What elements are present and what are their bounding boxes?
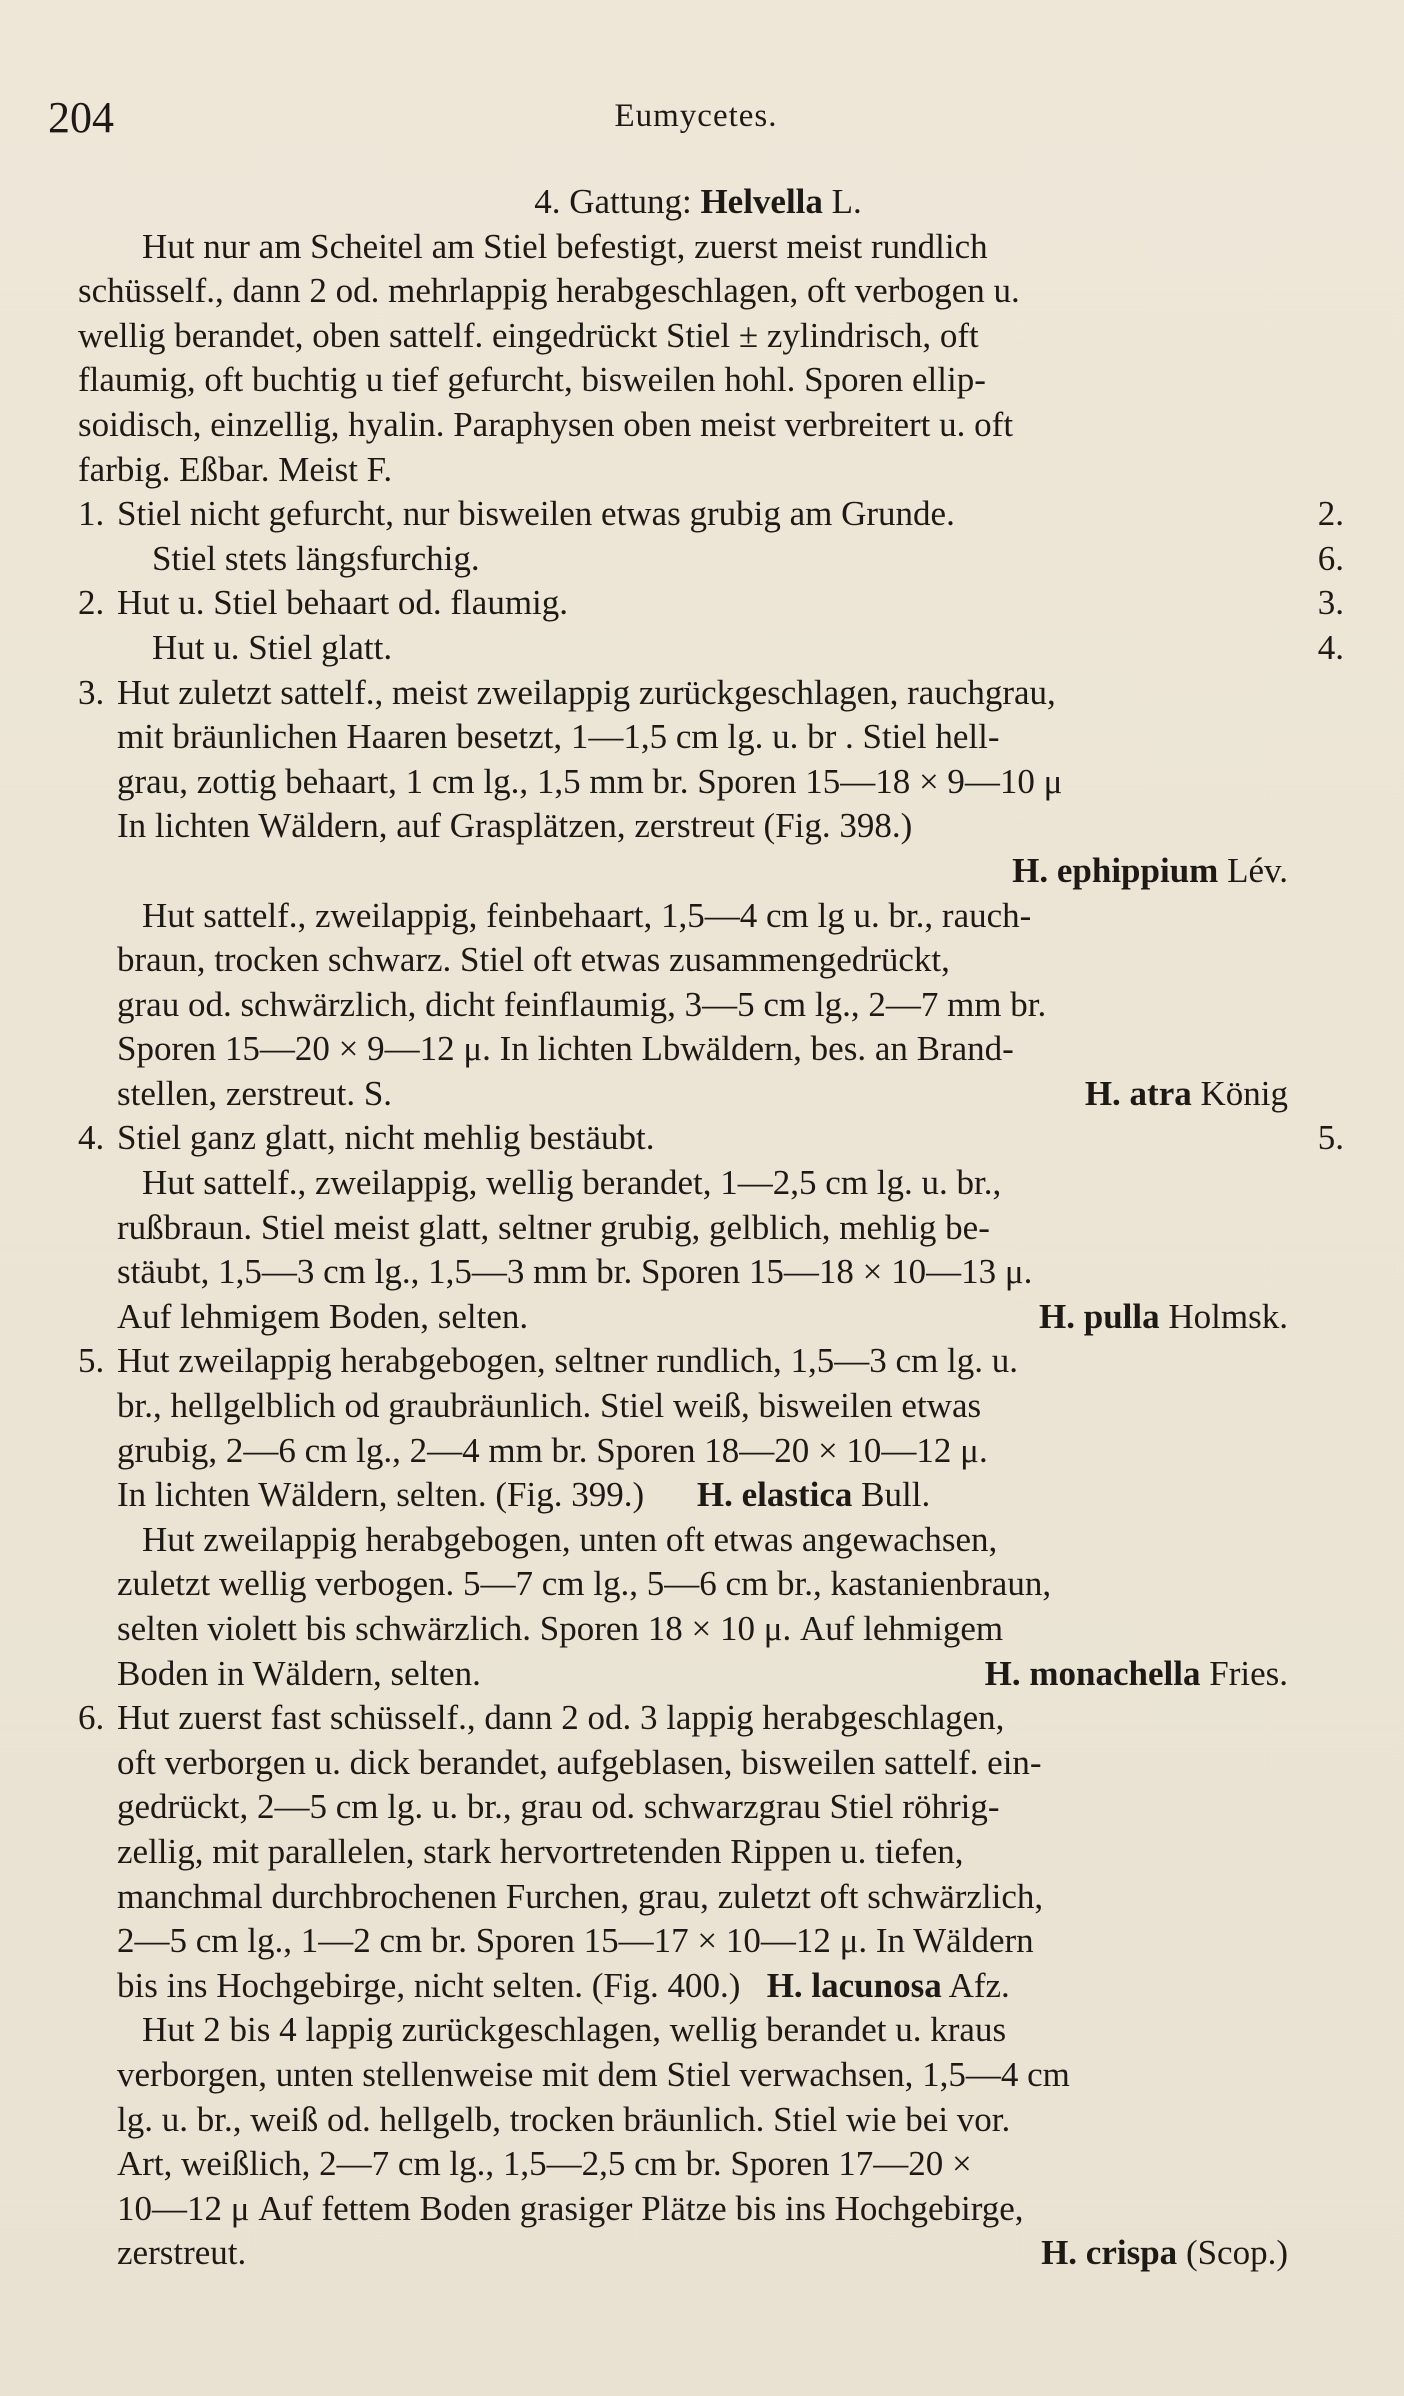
key-text: Stiel stets längsfurchig. <box>152 538 480 578</box>
entry-5 <box>78 1339 1358 1517</box>
entry-line: grau od. schwärzlich, dicht feinflaumig, 3—5 cm lg., 2—7 mm br. <box>117 984 1047 1024</box>
entry-line: mit bräunlichen Haaren besetzt, 1—1,5 cm lg. u. br . Stiel hell- <box>117 717 1000 757</box>
species-name: H. crispa (Scop.) <box>1041 2233 1288 2273</box>
key-number: 1. <box>78 494 105 534</box>
key-lead: 3. <box>1317 583 1344 623</box>
species-name: H. elastica Bull. <box>696 1475 931 1515</box>
description-line: Hut nur am Scheitel am Stiel befestigt, zuerst meist rundlich <box>142 226 988 266</box>
key-line <box>78 581 1358 626</box>
entry-line: Boden in Wäldern, selten. H. monachella Fries. <box>78 1652 1358 1697</box>
entry-text: Hut zuletzt sattelf., meist zweilappig zurückgeschlagen, rauchgrau, <box>117 672 1056 712</box>
entry-line: bis ins Hochgebirge, nicht selten. (Fig. 400.) H. lacunosa Afz. <box>117 1965 1010 2005</box>
species-pulla <box>78 1161 1358 1339</box>
entry-text: Hut zuerst fast schüsself., dann 2 od. 3 lappig herabgeschlagen, <box>117 1698 1005 1738</box>
page-number: 204 <box>48 93 114 142</box>
key-line <box>78 537 1358 582</box>
entry-line: Hut 2 bis 4 lappig zurückgeschlagen, wellig berandet u. kraus <box>142 2010 1007 2050</box>
key-lead: 2. <box>1317 494 1344 534</box>
description-line: flaumig, oft buchtig u tief gefurcht, bisweilen hohl. Sporen ellip- <box>78 360 986 400</box>
key-lead: 5. <box>1317 1118 1344 1158</box>
entry-line: In lichten Wäldern, auf Grasplätzen, zerstreut (Fig. 398.) <box>117 806 913 846</box>
page-header <box>48 92 1344 144</box>
entry-line: Hut sattelf., zweilappig, feinbehaart, 1,5—4 cm lg u. br., rauch- <box>142 895 1032 935</box>
key-number: 5. <box>78 1341 105 1381</box>
key-number: 2. <box>78 583 105 623</box>
species-name: H. pulla Holmsk. <box>1039 1296 1288 1336</box>
genus-prefix: 4. Gattung: <box>534 182 692 221</box>
key-text: Hut u. Stiel glatt. <box>152 627 393 667</box>
key-number: 3. <box>78 672 105 712</box>
entry-line: br., hellgelblich od graubräunlich. Stiel weiß, bisweilen etwas <box>117 1386 982 1426</box>
description-line: wellig berandet, oben sattelf. eingedrückt Stiel ± zylindrisch, oft <box>78 315 979 355</box>
species-name: H. atra König <box>1084 1073 1288 1113</box>
identification-key <box>78 492 1358 670</box>
entry-line: lg. u. br., weiß od. hellgelb, trocken bräunlich. Stiel wie bei vor. <box>117 2099 1011 2139</box>
entry-line: 10—12 μ Auf fettem Boden grasiger Plätze bis ins Hochgebirge, <box>117 2188 1024 2228</box>
entry-6 <box>78 1696 1358 2008</box>
key-number: 6. <box>78 1698 105 1738</box>
description-line: farbig. Eßbar. Meist F. <box>78 449 393 489</box>
key-line <box>78 1116 1358 1161</box>
entry-line: Sporen 15—20 × 9—12 μ. In lichten Lbwäldern, bes. an Brand- <box>117 1029 1014 1069</box>
entry-line: braun, trocken schwarz. Stiel oft etwas zusammengedrückt, <box>117 940 950 980</box>
key-line <box>78 626 1358 671</box>
entry-line: stäubt, 1,5—3 cm lg., 1,5—3 mm br. Sporen 15—18 × 10—13 μ. <box>117 1252 1033 1292</box>
entry-line: verborgen, unten stellenweise mit dem Stiel verwachsen, 1,5—4 cm <box>117 2054 1070 2094</box>
entry-line: oft verborgen u. dick berandet, aufgeblasen, bisweilen sattelf. ein- <box>117 1742 1042 1782</box>
entry-line <box>78 1696 1358 1741</box>
species-monachella <box>78 1518 1358 1696</box>
species-crispa <box>78 2008 1358 2276</box>
key-lead: 4. <box>1317 627 1344 667</box>
key-text: Stiel ganz glatt, nicht mehlig bestäubt. <box>117 1118 655 1158</box>
entry-line: zerstreut. H. crispa (Scop.) <box>78 2231 1358 2276</box>
entry-line: rußbraun. Stiel meist glatt, seltner grubig, gelblich, mehlig be- <box>117 1207 990 1247</box>
entry-line: grau, zottig behaart, 1 cm lg., 1,5 mm br. Sporen 15—18 × 9—10 μ <box>117 761 1063 801</box>
key-text: Hut u. Stiel behaart od. flaumig. <box>117 583 569 623</box>
species-name: H. lacunosa Afz. <box>766 1965 1010 2005</box>
entry-line: Hut sattelf., zweilappig, wellig berandet, 1—2,5 cm lg. u. br., <box>142 1163 1002 1203</box>
description-line: soidisch, einzellig, hyalin. Paraphysen oben meist verbreitert u. oft <box>78 404 1014 444</box>
entry-line: gedrückt, 2—5 cm lg. u. br., grau od. schwarzgrau Stiel röhrig- <box>117 1787 1000 1827</box>
entry-line <box>78 671 1358 716</box>
entry-line: grubig, 2—6 cm lg., 2—4 mm br. Sporen 18—20 × 10—12 μ. <box>117 1430 988 1470</box>
entry-line: stellen, zerstreut. S. H. atra König <box>78 1072 1358 1117</box>
species-name: H. monachella Fries. <box>984 1653 1288 1693</box>
entry-text: Hut zweilappig herabgebogen, seltner rundlich, 1,5—3 cm lg. u. <box>117 1341 1019 1381</box>
genus-author: L. <box>831 182 862 221</box>
entry-line: manchmal durchbrochenen Furchen, grau, zuletzt oft schwärzlich, <box>117 1876 1044 1916</box>
genus-name: Helvella <box>700 182 823 221</box>
description-line: schüsself., dann 2 od. mehrlappig herabgeschlagen, oft verbogen u. <box>78 271 1020 311</box>
entry-line: Hut zweilappig herabgebogen, unten oft etwas angewachsen, <box>142 1519 998 1559</box>
species-line <box>78 849 1358 894</box>
entry-line: Auf lehmigem Boden, selten. H. pulla Holmsk. <box>78 1295 1358 1340</box>
entry-line <box>78 1339 1358 1384</box>
key-line <box>78 492 1358 537</box>
entry-line: zellig, mit parallelen, stark hervortretenden Rippen u. tiefen, <box>117 1831 964 1871</box>
genus-description <box>78 225 1358 493</box>
entry-line: Art, weißlich, 2—7 cm lg., 1,5—2,5 cm br. Sporen 17—20 × <box>117 2144 972 2184</box>
entry-line: selten violett bis schwärzlich. Sporen 18 × 10 μ. Auf lehmigem <box>117 1609 1004 1648</box>
key-number: 4. <box>78 1118 105 1158</box>
entry-line: 2—5 cm lg., 1—2 cm br. Sporen 15—17 × 10—12 μ. In Wäldern <box>117 1921 1034 1961</box>
key-text: Stiel nicht gefurcht, nur bisweilen etwas grubig am Grunde. <box>117 494 955 534</box>
entry-line: zuletzt wellig verbogen. 5—7 cm lg., 5—6 cm br., kastanienbraun, <box>117 1564 1052 1604</box>
species-atra <box>78 894 1358 1117</box>
entry-3 <box>78 671 1358 894</box>
key-lead: 6. <box>1317 538 1344 578</box>
entry-line: In lichten Wäldern, selten. (Fig. 399.) H. elastica Bull. <box>117 1475 931 1515</box>
body-text <box>78 180 1358 2276</box>
genus-heading <box>78 180 1358 225</box>
species-name: H. ephippium Lév. <box>1012 850 1288 890</box>
running-head: Eumycetes. <box>614 98 778 134</box>
